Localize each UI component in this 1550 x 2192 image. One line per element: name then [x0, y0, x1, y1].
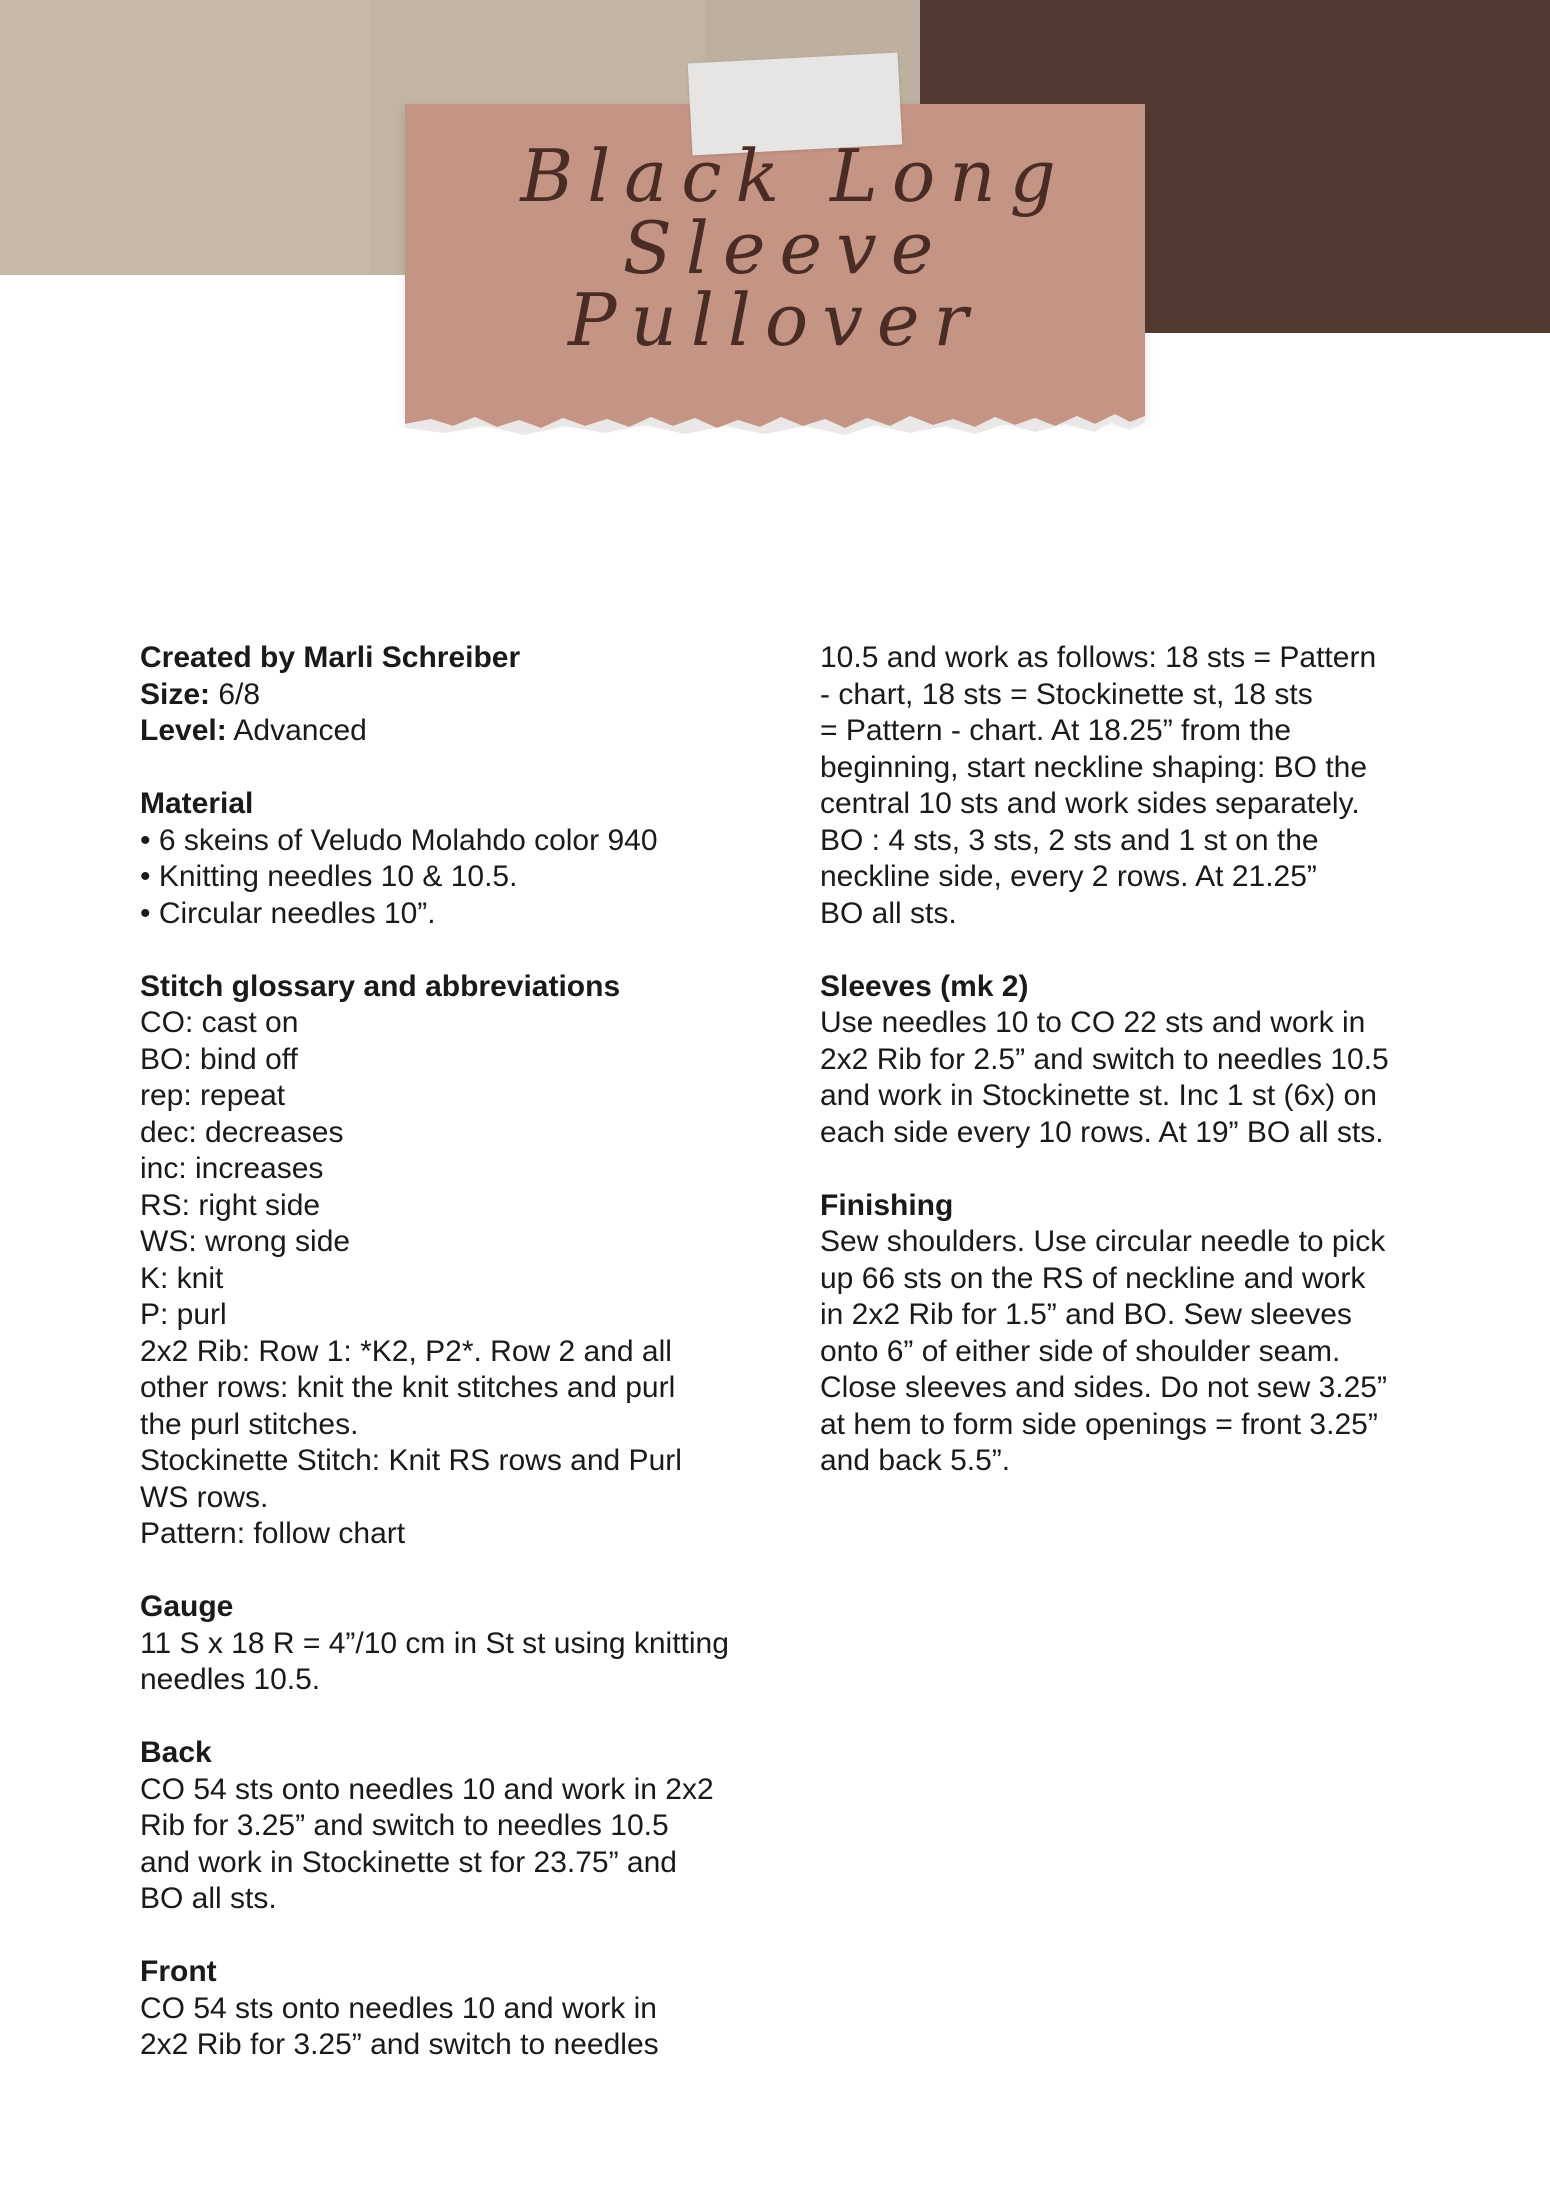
glossary-item: WS rows. [140, 1480, 269, 1514]
finishing-line: at hem to form side openings = front 3.25” [820, 1407, 1378, 1441]
glossary-item: K: knit [140, 1261, 224, 1295]
front-line: 2x2 Rib for 3.25” and switch to needles [140, 2028, 659, 2061]
size-label: Size: [140, 677, 211, 711]
glossary-item: rep: repeat [140, 1079, 286, 1112]
material-item: • Knitting needles 10 & 10.5. [140, 860, 518, 893]
glossary-item: WS: wrong side [140, 1225, 351, 1258]
glossary-item: CO: cast on [140, 1006, 299, 1039]
gauge-line: needles 10.5. [140, 1663, 321, 1696]
finishing-line: Sew shoulders. Use circular needle to pick [820, 1225, 1386, 1258]
finishing-line: Close sleeves and sides. Do not sew 3.25” [820, 1371, 1387, 1404]
sleeves-line: each side every 10 rows. At 19” BO all sts. [820, 1115, 1384, 1149]
sleeves-line: 2x2 Rib for 2.5” and switch to needles 10.5 [820, 1042, 1389, 1076]
level-value: Advanced [226, 714, 367, 747]
title-line-3: Pullover [568, 278, 982, 362]
glossary-item: BO: bind off [140, 1042, 298, 1076]
front-cont-line: neckline side, every 2 rows. At 21.25” [820, 860, 1317, 893]
back-line: Rib for 3.25” and switch to needles 10.5 [140, 1809, 669, 1842]
title-line-1: Black Long [520, 134, 1070, 218]
finishing-line: up 66 sts on the RS of neckline and work [820, 1261, 1366, 1295]
glossary-item: RS: right side [140, 1188, 321, 1222]
material-item: • 6 skeins of Veludo Molahdo color 940 [140, 823, 658, 857]
torn-paper-edge [405, 398, 1145, 438]
front-cont-line: central 10 sts and work sides separately. [820, 787, 1360, 820]
front-cont-line: - chart, 18 sts = Stockinette st, 18 sts [820, 677, 1313, 711]
size-line [140, 677, 780, 714]
gauge-line: 11 S x 18 R = 4”/10 cm in St st using knitting [140, 1626, 729, 1660]
finishing-heading: Finishing [820, 1188, 954, 1222]
glossary-item: Pattern: follow chart [140, 1517, 406, 1550]
finishing-line: and back 5.5”. [820, 1444, 1011, 1477]
front-cont-line: 10.5 and work as follows: 18 sts = Pattern [820, 641, 1377, 674]
glossary-item: dec: decreases [140, 1115, 344, 1149]
glossary-item: other rows: knit the knit stitches and purl [140, 1371, 676, 1404]
material-item: • Circular needles 10”. [140, 896, 436, 930]
finishing-line: onto 6” of either side of shoulder seam. [820, 1334, 1341, 1368]
title-line-2: Sleeve [622, 206, 948, 290]
glossary-heading: Stitch glossary and abbreviations [140, 969, 621, 1003]
level-line [140, 713, 780, 750]
gauge-heading: Gauge [140, 1590, 234, 1623]
front-line: CO 54 sts onto needles 10 and work in [140, 1991, 657, 2025]
size-value: 6/8 [210, 677, 261, 711]
sleeves-heading: Sleeves (mk 2) [820, 969, 1029, 1003]
front-heading: Front [140, 1955, 217, 1988]
left-column [140, 640, 780, 2064]
front-cont-line: BO : 4 sts, 3 sts, 2 sts and 1 st on the [820, 823, 1319, 857]
glossary-item: P: purl [140, 1298, 227, 1331]
sleeves-line: Use needles 10 to CO 22 sts and work in [820, 1006, 1366, 1039]
right-column [820, 640, 1460, 1480]
author-line: Created by Marli Schreiber [140, 641, 521, 674]
front-cont-line: = Pattern - chart. At 18.25” from the [820, 714, 1292, 747]
glossary-item: Stockinette Stitch: Knit RS rows and Purl [140, 1444, 682, 1477]
glossary-item: inc: increases [140, 1152, 324, 1185]
front-cont-line: beginning, start neckline shaping: BO the [820, 750, 1368, 784]
glossary-item: the purl stitches. [140, 1407, 359, 1441]
material-heading: Material [140, 787, 254, 820]
back-heading: Back [140, 1736, 212, 1769]
level-label: Level: [140, 714, 227, 747]
sleeves-line: and work in Stockinette st. Inc 1 st (6x) on [820, 1079, 1377, 1112]
back-line: CO 54 sts onto needles 10 and work in 2x2 [140, 1772, 714, 1806]
glossary-item: 2x2 Rib: Row 1: *K2, P2*. Row 2 and all [140, 1334, 672, 1368]
front-cont-line: BO all sts. [820, 896, 957, 930]
back-line: and work in Stockinette st for 23.75” and [140, 1845, 677, 1879]
page-title [405, 134, 1145, 362]
back-line: BO all sts. [140, 1882, 277, 1915]
header-bg-left [0, 0, 370, 275]
finishing-line: in 2x2 Rib for 1.5” and BO. Sew sleeves [820, 1298, 1352, 1331]
